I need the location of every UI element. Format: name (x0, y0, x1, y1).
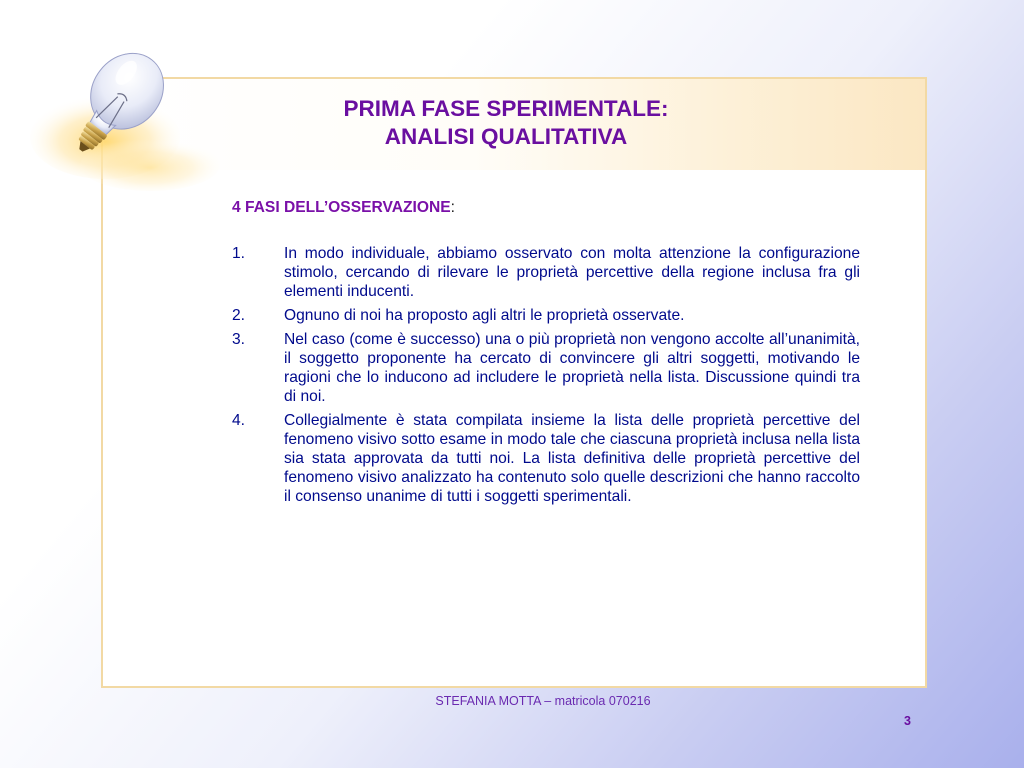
section-heading-text: 4 FASI DELL’OSSERVAZIONE (232, 199, 451, 216)
list-item-number: 4. (232, 412, 246, 429)
page-number: 3 (904, 714, 911, 728)
section-heading (232, 198, 860, 217)
list-item (232, 411, 860, 506)
section-heading-colon: : (450, 199, 455, 216)
slide-title-line-1: PRIMA FASE SPERIMENTALE: (343, 96, 669, 121)
list-item (232, 244, 860, 301)
list-item-text: Ognuno di noi ha proposto agli altri le proprietà osservate. (284, 307, 685, 324)
list-item-text: Collegialmente è stata compilata insieme la lista delle proprietà percettive del fenomeno visivo sotto esame in modo tale che ciascuna proprietà inclusa nella lista sia stata approvata da tutti noi. La lista definitiva delle proprietà percettive del fenomeno visivo analizzato ha contenuto solo quelle descrizioni che hanno raccolto il consenso unanime di tutti i soggetti sperimentali. (284, 412, 860, 505)
list-item (232, 330, 860, 406)
footer-author: STEFANIA MOTTA – matricola 070216 (435, 694, 651, 708)
list-item-number: 2. (232, 307, 246, 324)
slide-title-line-2: ANALISI QUALITATIVA (384, 124, 628, 149)
list-item-text: In modo individuale, abbiamo osservato con molta attenzione la configurazione stimolo, cercando di rilevare le proprietà percettive della regione inclusa fra gli elementi inducenti. (284, 245, 860, 300)
list-item-text: Nel caso (come è successo) una o più proprietà non vengono accolte all’unanimità, il soggetto proponente ha cercato di convincere gli altri soggetti, motivando le ragioni che lo inducono ad includere le proprietà nella lista. Discussione quindi tra di noi. (284, 331, 860, 405)
list-item-number: 1. (232, 245, 246, 262)
list-item (232, 306, 860, 325)
list-item-number: 3. (232, 331, 246, 348)
slide-content (232, 198, 860, 511)
light-bulb-icon (30, 45, 240, 195)
